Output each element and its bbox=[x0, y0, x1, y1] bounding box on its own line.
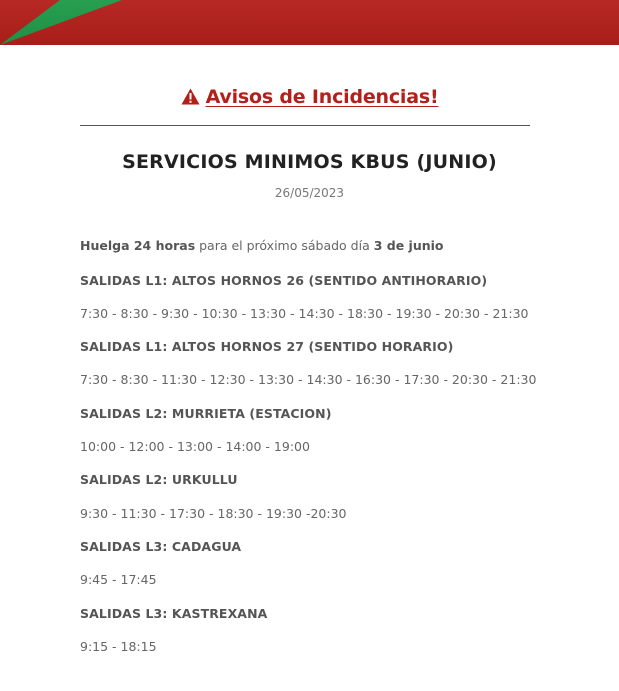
section-heading: SALIDAS L1: ALTOS HORNOS 27 (SENTIDO HORARIO) bbox=[80, 339, 454, 354]
section-times: 9:15 - 18:15 bbox=[80, 639, 157, 654]
section-times: 9:45 - 17:45 bbox=[80, 572, 157, 587]
page-title: SERVICIOS MINIMOS KBUS (JUNIO) bbox=[122, 151, 497, 173]
incidents-link-label: Avisos de Incidencias! bbox=[205, 86, 439, 108]
section-heading: SALIDAS L2: MURRIETA (ESTACION) bbox=[80, 406, 332, 421]
section-times: 9:30 - 11:30 - 17:30 - 18:30 - 19:30 -20:30 bbox=[80, 506, 347, 521]
section-times: 10:00 - 12:00 - 13:00 - 14:00 - 19:00 bbox=[80, 439, 310, 454]
section-times: 7:30 - 8:30 - 9:30 - 10:30 - 13:30 - 14:30 - 18:30 - 19:30 - 20:30 - 21:30 bbox=[80, 306, 529, 321]
header-banner bbox=[0, 0, 619, 45]
warning-triangle-icon bbox=[181, 88, 200, 110]
section-heading: SALIDAS L2: URKULLU bbox=[80, 472, 238, 487]
section-heading: SALIDAS L3: KASTREXANA bbox=[80, 606, 268, 621]
intro-paragraph: Huelga 24 horas para el próximo sábado día 3 de junio bbox=[80, 238, 444, 253]
publish-date: 26/05/2023 bbox=[274, 186, 345, 200]
section-heading: SALIDAS L1: ALTOS HORNOS 26 (SENTIDO ANTIHORARIO) bbox=[80, 273, 488, 288]
incidents-alert bbox=[0, 86, 619, 110]
divider bbox=[80, 125, 530, 126]
section-times: 7:30 - 8:30 - 11:30 - 12:30 - 13:30 - 14:30 - 16:30 - 17:30 - 20:30 - 21:30 bbox=[80, 372, 537, 387]
incidents-link[interactable] bbox=[181, 86, 439, 108]
section-heading: SALIDAS L3: CADAGUA bbox=[80, 539, 242, 554]
